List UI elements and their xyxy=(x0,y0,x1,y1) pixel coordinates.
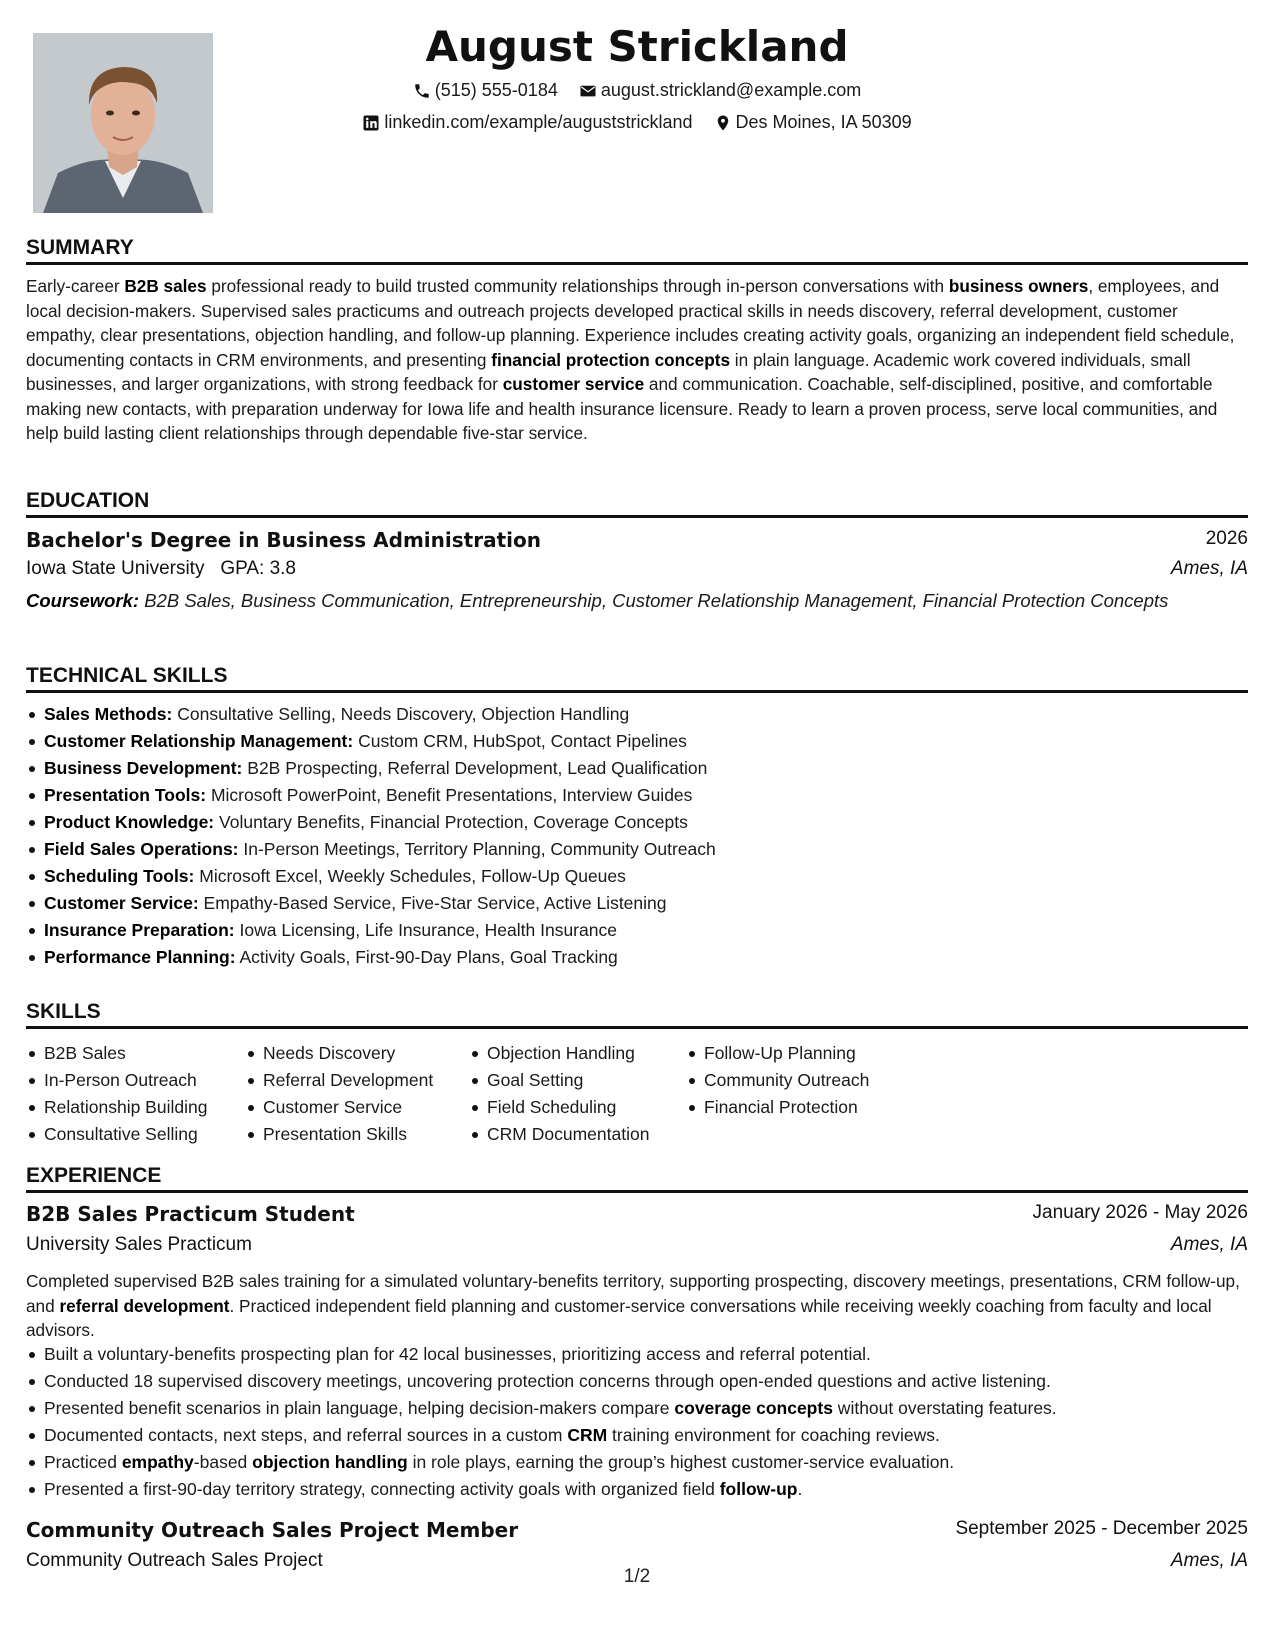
list-item: Sales Methods: Consultative Selling, Needs Discovery, Objection Handling xyxy=(44,701,716,728)
list-item: Business Development: B2B Prospecting, Referral Development, Lead Qualification xyxy=(44,755,716,782)
list-item: Presentation Skills xyxy=(263,1121,433,1148)
list-item: Documented contacts, next steps, and referral sources in a custom CRM training environment for coaching reviews. xyxy=(44,1422,1057,1449)
list-item: Financial Protection xyxy=(704,1094,869,1121)
skills-column-2 xyxy=(245,1040,433,1148)
degree-title: Bachelor's Degree in Business Administration xyxy=(26,528,541,552)
coursework-list: B2B Sales, Business Communication, Entrepreneurship, Customer Relationship Management, Financial Protection Concepts xyxy=(144,590,1169,611)
job-1-org: University Sales Practicum xyxy=(26,1234,252,1255)
phone-text: (515) 555-0184 xyxy=(434,80,558,100)
email-link[interactable]: august.strickland@example.com xyxy=(600,80,862,100)
list-item: Objection Handling xyxy=(487,1040,649,1067)
resume-page xyxy=(26,0,1248,1650)
candidate-name: August Strickland xyxy=(425,22,849,71)
list-item: Goal Setting xyxy=(487,1067,649,1094)
job-1-location: Ames, IA xyxy=(1170,1234,1248,1255)
job-2-role: Community Outreach Sales Project Member xyxy=(26,1518,519,1542)
skills-heading: SKILLS xyxy=(26,1000,1248,1029)
list-item: In-Person Outreach xyxy=(44,1067,207,1094)
technical-skills-list xyxy=(26,701,716,971)
job-1-description: Completed supervised B2B sales training for a simulated voluntary-benefits territory, supporting prospecting, discovery meetings, presentations, CRM follow-up, and referral development. Practiced independent field planning and customer-service conversations while receiving weekly coaching from faculty and local advisors. xyxy=(26,1271,1240,1340)
list-item: Consultative Selling xyxy=(44,1121,207,1148)
list-item: Product Knowledge: Voluntary Benefits, Financial Protection, Coverage Concepts xyxy=(44,809,716,836)
school-name: Iowa State University xyxy=(26,558,205,579)
list-item: Scheduling Tools: Microsoft Excel, Weekly Schedules, Follow-Up Queues xyxy=(44,863,716,890)
job-2-org: Community Outreach Sales Project xyxy=(26,1550,323,1571)
contact-line-1 xyxy=(26,80,1248,105)
skills-column-1 xyxy=(26,1040,207,1148)
summary-text: Early-career B2B sales professional ready to build trusted community relationships through in-person conversations with business owners, employees, and local decision-makers. Supervised sales practicums and outreach projects developed practical skills in needs discovery, referral development, customer empathy, clear presentations, objection handling, and follow-up planning. Experience includes creating activity goals, organizing an independent field schedule, documenting contacts in CRM environments, and presenting financial protection concepts in plain language. Academic work covered individuals, small businesses, and larger organizations, with strong feedback for customer service and communication. Coachable, self-disciplined, positive, and comfortable making new contacts, with preparation underway for Iowa life and health insurance licensure. Ready to learn a proven process, serve local communities, and help build lasting client relationships through dependable five-star service. xyxy=(26,276,1235,443)
job-1-bullets xyxy=(26,1341,1057,1503)
job-1-role: B2B Sales Practicum Student xyxy=(26,1202,355,1226)
job-2-location: Ames, IA xyxy=(1170,1550,1248,1571)
list-item: Needs Discovery xyxy=(263,1040,433,1067)
list-item: Field Scheduling xyxy=(487,1094,649,1121)
summary-heading: SUMMARY xyxy=(26,236,1248,265)
linkedin-link[interactable]: linkedin.com/example/auguststrickland xyxy=(384,112,693,132)
list-item: Presented a first-90-day territory strategy, connecting activity goals with organized field follow-up. xyxy=(44,1476,1057,1503)
list-item: Field Sales Operations: In-Person Meetings, Territory Planning, Community Outreach xyxy=(44,836,716,863)
list-item: Customer Relationship Management: Custom CRM, HubSpot, Contact Pipelines xyxy=(44,728,716,755)
map-pin-icon xyxy=(714,114,732,132)
page-number: 1/2 xyxy=(623,1566,651,1587)
list-item: Community Outreach xyxy=(704,1067,869,1094)
coursework-label: Coursework: xyxy=(26,590,140,611)
list-item: Follow-Up Planning xyxy=(704,1040,869,1067)
contact-line-2 xyxy=(26,112,1248,137)
list-item: Customer Service xyxy=(263,1094,433,1121)
location-text: Des Moines, IA 50309 xyxy=(735,112,912,132)
experience-heading: EXPERIENCE xyxy=(26,1164,1248,1193)
job-1-dates: January 2026 - May 2026 xyxy=(1032,1202,1248,1223)
linkedin-contact[interactable] xyxy=(362,112,692,133)
school-location: Ames, IA xyxy=(1170,558,1248,579)
job-2-title-row xyxy=(26,1518,1248,1546)
phone-icon xyxy=(413,82,431,100)
list-item: Presented benefit scenarios in plain language, helping decision-makers compare coverage concepts without overstating features. xyxy=(44,1395,1057,1422)
list-item: Insurance Preparation: Iowa Licensing, Life Insurance, Health Insurance xyxy=(44,917,716,944)
list-item: B2B Sales xyxy=(44,1040,207,1067)
list-item: CRM Documentation xyxy=(487,1121,649,1148)
email-contact[interactable] xyxy=(579,80,861,101)
envelope-icon xyxy=(579,82,597,100)
list-item: Referral Development xyxy=(263,1067,433,1094)
job-2-dates: September 2025 - December 2025 xyxy=(955,1518,1248,1539)
gpa: GPA: 3.8 xyxy=(220,558,296,579)
graduation-year: 2026 xyxy=(1205,528,1248,549)
linkedin-icon xyxy=(362,114,380,132)
list-item: Performance Planning: Activity Goals, First-90-Day Plans, Goal Tracking xyxy=(44,944,716,971)
list-item: Practiced empathy-based objection handling in role plays, earning the group’s highest customer-service evaluation. xyxy=(44,1449,1057,1476)
list-item: Conducted 18 supervised discovery meetings, uncovering protection concerns through open-ended questions and active listening. xyxy=(44,1368,1057,1395)
list-item: Presentation Tools: Microsoft PowerPoint, Benefit Presentations, Interview Guides xyxy=(44,782,716,809)
education-degree-row xyxy=(26,528,1248,556)
list-item: Built a voluntary-benefits prospecting plan for 42 local businesses, prioritizing access and referral potential. xyxy=(44,1341,1057,1368)
list-item: Relationship Building xyxy=(44,1094,207,1121)
skills-column-3 xyxy=(469,1040,649,1148)
technical-skills-heading: TECHNICAL SKILLS xyxy=(26,664,1248,693)
school-line xyxy=(26,558,296,580)
job-1-title-row xyxy=(26,1202,1248,1230)
skills-column-4 xyxy=(686,1040,869,1121)
education-school-row xyxy=(26,558,1248,586)
location-contact xyxy=(714,112,912,133)
education-heading: EDUCATION xyxy=(26,489,1248,518)
coursework xyxy=(26,589,1248,613)
list-item: Customer Service: Empathy-Based Service, Five-Star Service, Active Listening xyxy=(44,890,716,917)
phone-contact xyxy=(413,80,558,101)
job-1-org-row xyxy=(26,1234,1248,1262)
